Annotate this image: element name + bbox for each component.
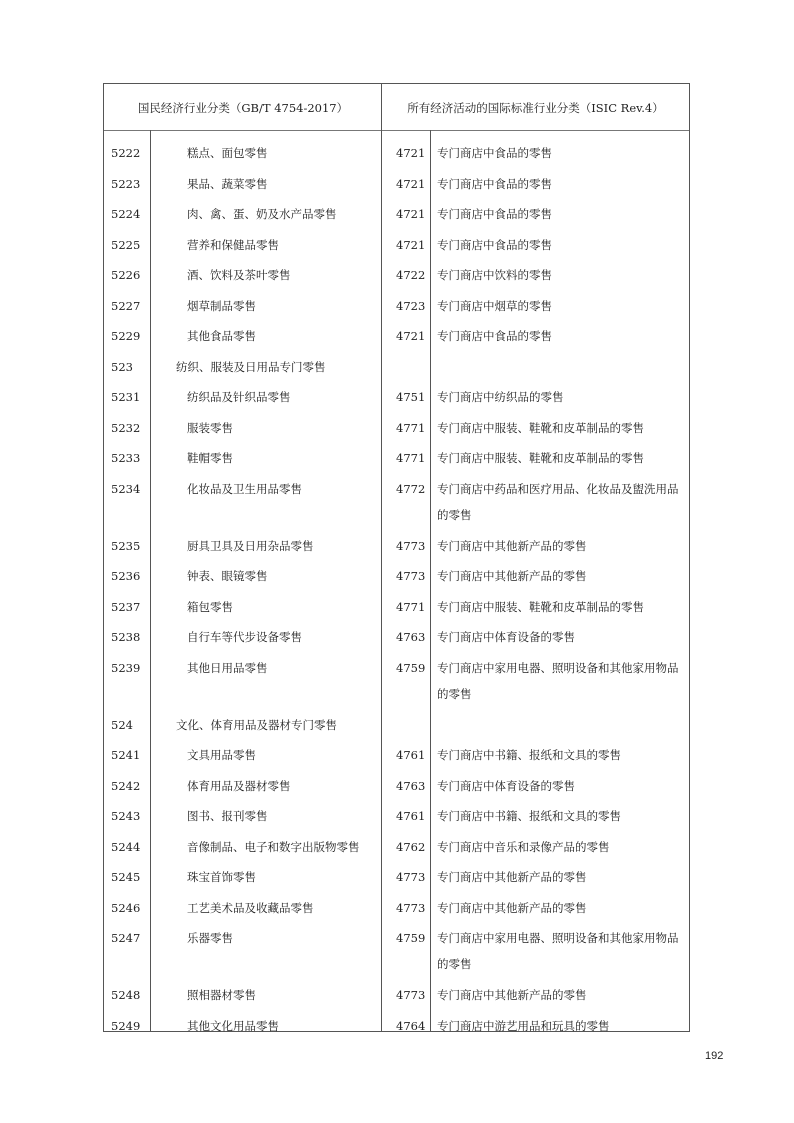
gb-name: 其他日用品零售 bbox=[187, 660, 268, 675]
gb-name: 钟表、眼镜零售 bbox=[187, 569, 268, 583]
isic-name: 专门商店中游艺用品和玩具的零售 bbox=[437, 1018, 610, 1033]
isic-name: 专门商店中其他新产品的零售 bbox=[437, 988, 587, 1002]
isic-code: 4721 bbox=[396, 237, 426, 252]
gb-name: 自行车等代步设备零售 bbox=[187, 630, 302, 644]
gb-code: 5247 bbox=[111, 931, 141, 945]
isic-code: 4773 bbox=[396, 870, 426, 884]
gb-name: 纺织、服装及日用品专门零售 bbox=[176, 359, 326, 374]
gb-name: 箱包零售 bbox=[187, 599, 233, 614]
isic-code: 4771 bbox=[396, 420, 426, 435]
gb-name: 果品、蔬菜零售 bbox=[187, 176, 268, 191]
table-row bbox=[104, 976, 689, 1007]
gb-code: 5243 bbox=[111, 809, 141, 823]
gb-name: 鞋帽零售 bbox=[187, 451, 233, 465]
gb-name: 工艺美术品及收藏品零售 bbox=[187, 900, 314, 915]
gb-name: 化妆品及卫生用品零售 bbox=[187, 481, 302, 496]
gb-name: 体育用品及器材零售 bbox=[187, 778, 291, 793]
isic-code: 4721 bbox=[396, 176, 426, 191]
gb-name: 其他文化用品零售 bbox=[187, 1018, 279, 1033]
gb-code: 5248 bbox=[111, 988, 141, 1002]
isic-name: 专门商店中食品的零售 bbox=[437, 207, 552, 221]
page-number: 192 bbox=[705, 1050, 724, 1062]
isic-name: 专门商店中其他新产品的零售 bbox=[437, 569, 587, 583]
isic-name: 专门商店中其他新产品的零售 bbox=[437, 900, 587, 915]
table-row bbox=[104, 797, 689, 828]
isic-code: 4721 bbox=[396, 207, 426, 221]
isic-code: 4773 bbox=[396, 569, 426, 583]
isic-name: 专门商店中体育设备的零售 bbox=[437, 778, 575, 793]
gb-name: 照相器材零售 bbox=[187, 988, 256, 1002]
gb-code: 5237 bbox=[111, 599, 141, 614]
gb-code: 5231 bbox=[111, 390, 141, 404]
table-row bbox=[104, 828, 689, 859]
table-row bbox=[104, 767, 689, 798]
gb-code: 5226 bbox=[111, 268, 141, 282]
table-row bbox=[104, 226, 689, 257]
isic-code: 4773 bbox=[396, 538, 426, 553]
gb-code: 523 bbox=[111, 359, 133, 374]
table-row bbox=[104, 889, 689, 920]
isic-name: 专门商店中服装、鞋靴和皮革制品的零售 bbox=[437, 599, 644, 614]
gb-code: 5222 bbox=[111, 146, 141, 160]
isic-code: 4763 bbox=[396, 778, 426, 793]
isic-name: 专门商店中体育设备的零售 bbox=[437, 630, 575, 644]
gb-code: 5224 bbox=[111, 207, 141, 221]
classification-table bbox=[103, 83, 690, 1032]
isic-name: 专门商店中家用电器、照明设备和其他家用物品的零售 bbox=[437, 931, 679, 971]
isic-name: 专门商店中书籍、报纸和文具的零售 bbox=[437, 748, 621, 762]
gb-code: 5238 bbox=[111, 630, 141, 644]
gb-code: 5245 bbox=[111, 870, 141, 884]
header-gb: 国民经济行业分类（GB/T 4754-2017） bbox=[137, 101, 349, 115]
header-divider bbox=[104, 130, 689, 131]
isic-code: 4771 bbox=[396, 451, 426, 465]
gb-name: 厨具卫具及日用杂品零售 bbox=[187, 538, 314, 553]
isic-name: 专门商店中饮料的零售 bbox=[437, 268, 552, 282]
table-row bbox=[104, 317, 689, 348]
table-row bbox=[104, 919, 689, 976]
isic-code: 4773 bbox=[396, 900, 426, 915]
isic-code: 4772 bbox=[396, 481, 426, 496]
isic-name: 专门商店中其他新产品的零售 bbox=[437, 538, 587, 553]
table-row bbox=[104, 439, 689, 470]
isic-name: 专门商店中食品的零售 bbox=[437, 237, 552, 252]
gb-name: 其他食品零售 bbox=[187, 329, 256, 343]
gb-code: 5232 bbox=[111, 420, 141, 435]
gb-name: 肉、禽、蛋、奶及水产品零售 bbox=[187, 207, 337, 221]
gb-code: 5223 bbox=[111, 176, 141, 191]
gb-code: 5236 bbox=[111, 569, 141, 583]
table-row bbox=[104, 858, 689, 889]
isic-name: 专门商店中纺织品的零售 bbox=[437, 390, 564, 404]
gb-name: 服装零售 bbox=[187, 420, 233, 435]
table-row bbox=[104, 134, 689, 165]
header-isic: 所有经济活动的国际标准行业分类（ISIC Rev.4） bbox=[407, 101, 664, 115]
table-row bbox=[104, 195, 689, 226]
gb-code: 5246 bbox=[111, 900, 141, 915]
table-row bbox=[104, 1007, 689, 1038]
gb-name: 糕点、面包零售 bbox=[187, 146, 268, 160]
table-row bbox=[104, 649, 689, 706]
gb-code: 5235 bbox=[111, 538, 141, 553]
gb-name: 烟草制品零售 bbox=[187, 298, 256, 313]
table-row bbox=[104, 736, 689, 767]
isic-code: 4751 bbox=[396, 390, 426, 404]
gb-code: 5239 bbox=[111, 660, 141, 675]
table-row bbox=[104, 165, 689, 196]
isic-name: 专门商店中音乐和录像产品的零售 bbox=[437, 839, 610, 854]
isic-code: 4764 bbox=[396, 1018, 426, 1033]
isic-name: 专门商店中烟草的零售 bbox=[437, 298, 552, 313]
isic-code: 4761 bbox=[396, 748, 426, 762]
gb-code: 5227 bbox=[111, 298, 141, 313]
isic-name: 专门商店中服装、鞋靴和皮革制品的零售 bbox=[437, 420, 644, 435]
table-body bbox=[104, 134, 689, 1037]
gb-code: 524 bbox=[111, 717, 133, 732]
table-row bbox=[104, 287, 689, 318]
isic-code: 4773 bbox=[396, 988, 426, 1002]
gb-name: 营养和保健品零售 bbox=[187, 237, 279, 252]
gb-code: 5234 bbox=[111, 481, 141, 496]
gb-code: 5249 bbox=[111, 1018, 141, 1033]
isic-name: 专门商店中家用电器、照明设备和其他家用物品的零售 bbox=[437, 660, 679, 701]
isic-code: 4723 bbox=[396, 298, 426, 313]
gb-code: 5233 bbox=[111, 451, 141, 465]
isic-name: 专门商店中食品的零售 bbox=[437, 176, 552, 191]
isic-code: 4771 bbox=[396, 599, 426, 614]
gb-code: 5229 bbox=[111, 329, 141, 343]
gb-name: 图书、报刊零售 bbox=[187, 809, 268, 823]
gb-name: 音像制品、电子和数字出版物零售 bbox=[187, 839, 360, 854]
gb-code: 5244 bbox=[111, 839, 141, 854]
table-group-row bbox=[104, 706, 689, 737]
isic-name: 专门商店中其他新产品的零售 bbox=[437, 870, 587, 884]
isic-name: 专门商店中药品和医疗用品、化妆品及盥洗用品的零售 bbox=[437, 481, 679, 522]
gb-name: 文化、体育用品及器材专门零售 bbox=[176, 717, 337, 732]
isic-name: 专门商店中服装、鞋靴和皮革制品的零售 bbox=[437, 451, 644, 465]
isic-name: 专门商店中书籍、报纸和文具的零售 bbox=[437, 809, 621, 823]
table-row bbox=[104, 557, 689, 588]
table-row bbox=[104, 378, 689, 409]
gb-name: 酒、饮料及茶叶零售 bbox=[187, 268, 291, 282]
table-group-row bbox=[104, 348, 689, 379]
gb-code: 5241 bbox=[111, 748, 141, 762]
isic-code: 4762 bbox=[396, 839, 426, 854]
table-row bbox=[104, 409, 689, 440]
table-row bbox=[104, 588, 689, 619]
table-row bbox=[104, 527, 689, 558]
gb-name: 纺织品及针织品零售 bbox=[187, 390, 291, 404]
isic-code: 4759 bbox=[396, 660, 426, 675]
gb-name: 文具用品零售 bbox=[187, 748, 256, 762]
isic-code: 4721 bbox=[396, 329, 426, 343]
isic-name: 专门商店中食品的零售 bbox=[437, 146, 552, 160]
isic-code: 4761 bbox=[396, 809, 426, 823]
table-row bbox=[104, 618, 689, 649]
gb-code: 5242 bbox=[111, 778, 141, 793]
gb-name: 乐器零售 bbox=[187, 931, 233, 945]
isic-code: 4759 bbox=[396, 931, 426, 945]
table-row bbox=[104, 470, 689, 527]
gb-name: 珠宝首饰零售 bbox=[187, 870, 256, 884]
table-row bbox=[104, 256, 689, 287]
isic-code: 4722 bbox=[396, 268, 426, 282]
isic-code: 4763 bbox=[396, 630, 426, 644]
isic-code: 4721 bbox=[396, 146, 426, 160]
gb-code: 5225 bbox=[111, 237, 141, 252]
isic-name: 专门商店中食品的零售 bbox=[437, 329, 552, 343]
